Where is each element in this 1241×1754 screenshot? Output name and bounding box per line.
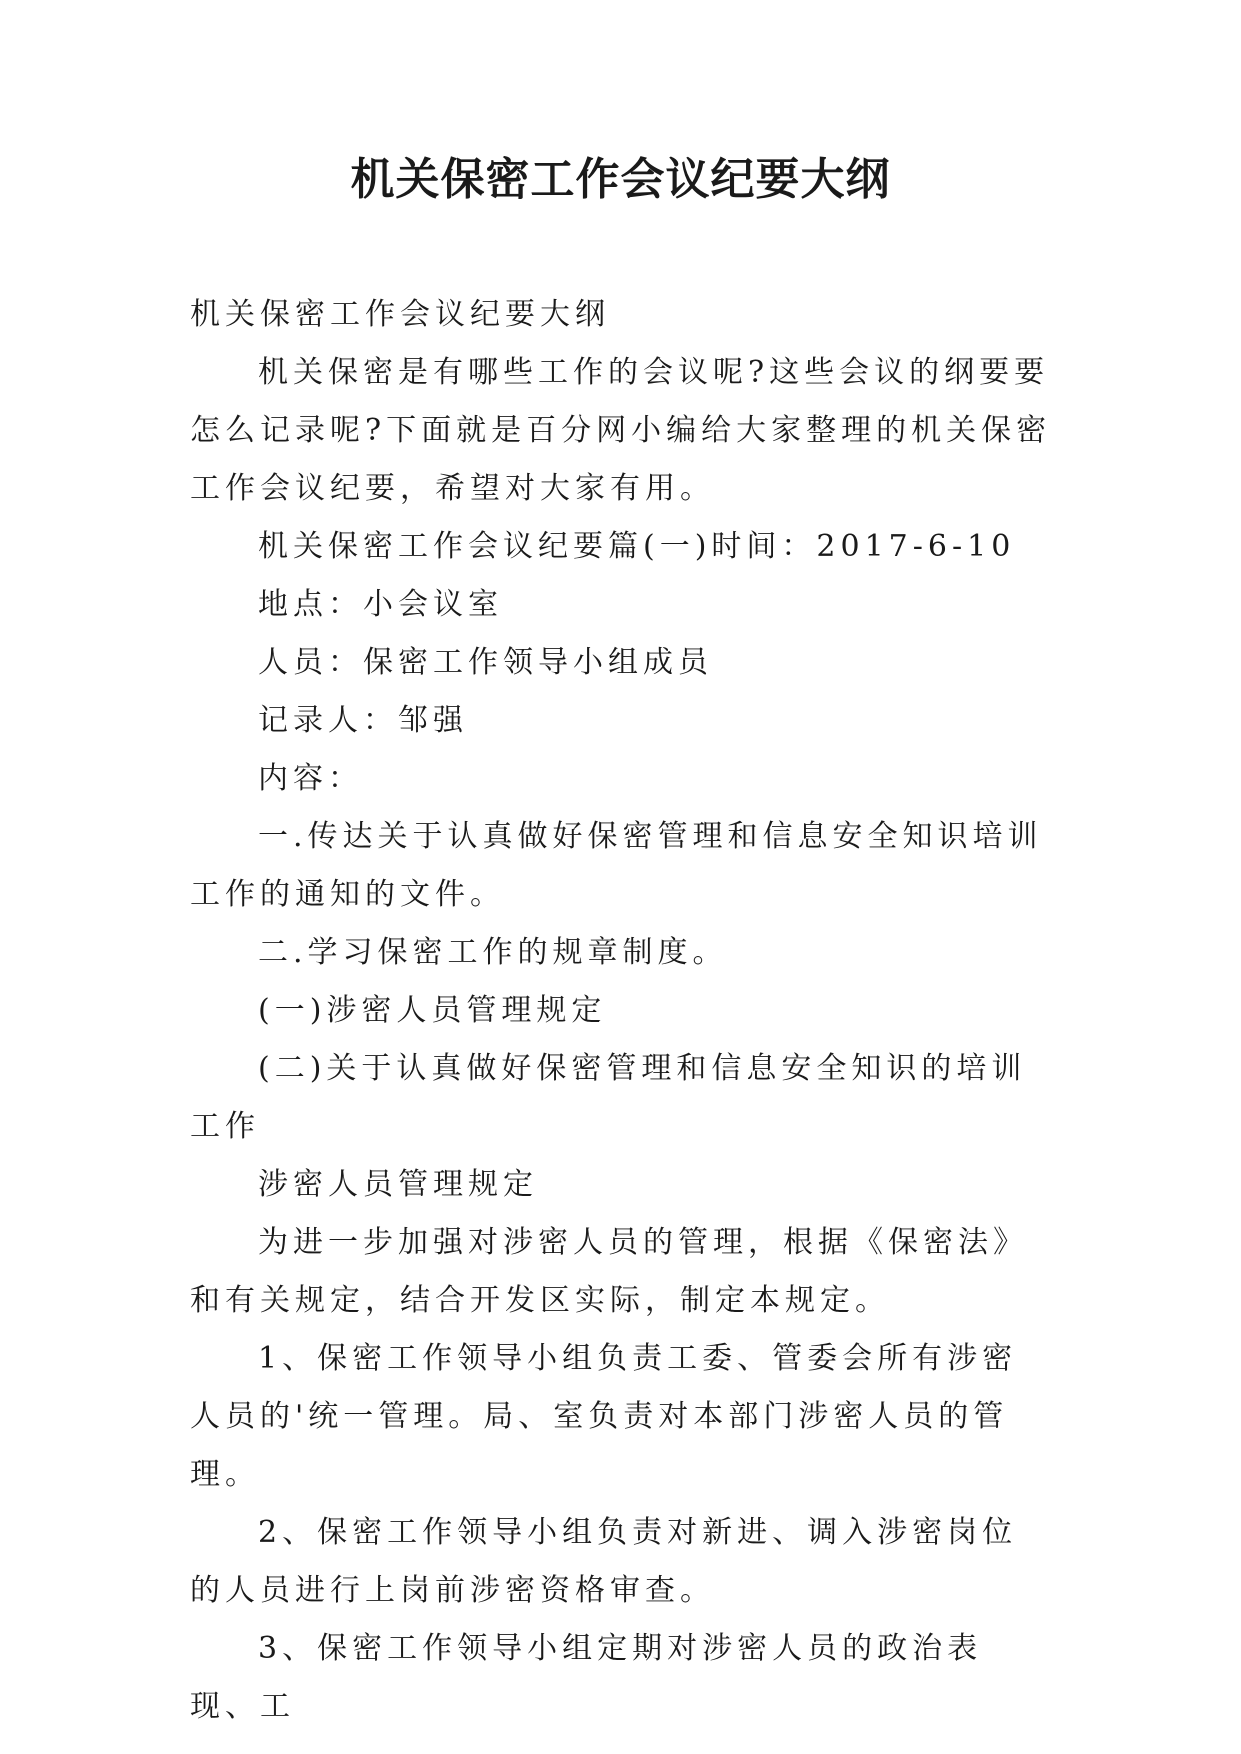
meeting-recorder: 记录人：邹强	[258, 703, 468, 738]
document-title: 机关保密工作会议纪要大纲	[350, 154, 891, 205]
paragraph-rule-2: 2、保密工作领导小组负责对新进、调入涉密岗位的人员进行上岗前涉密资格审查。	[190, 1515, 1018, 1608]
meeting-content-label: 内容：	[258, 761, 363, 796]
paragraph-rule-1: 1、保密工作领导小组负责工委、管委会所有涉密人员的'统一管理。局、室负责对本部门涉密人员的管理。	[190, 1341, 1018, 1492]
paragraph-regulation-intro: 为进一步加强对涉密人员的管理，根据《保密法》和有关规定，结合开发区实际，制定本规定。	[190, 1225, 1028, 1318]
paragraph-item-1: 一.传达关于认真做好保密管理和信息安全知识培训工作的通知的文件。	[190, 819, 1043, 912]
paragraph-regulation-title: 涉密人员管理规定	[258, 1167, 538, 1202]
paragraph-item-2: 二.学习保密工作的规章制度。	[258, 935, 728, 970]
document-body	[190, 286, 1052, 1736]
paragraph-rule-3: 3、保密工作领导小组定期对涉密人员的政治表现、工	[190, 1631, 983, 1724]
section-title-text: 机关保密工作会议纪要篇(一)	[258, 529, 712, 564]
meeting-attendees: 人员：保密工作领导小组成员	[258, 645, 713, 680]
paragraph-heading: 机关保密工作会议纪要大纲	[190, 297, 610, 332]
meeting-time: 时间：2017-6-10	[711, 529, 1016, 564]
meeting-location: 地点：小会议室	[258, 587, 503, 622]
paragraph-section-title	[190, 518, 1052, 576]
paragraph-subitem-2: (二)关于认真做好保密管理和信息安全知识的培训工作	[190, 1051, 1027, 1144]
paragraph-intro: 机关保密是有哪些工作的会议呢?这些会议的纲要要怎么记录呢?下面就是百分网小编给大家整理的机关保密工作会议纪要，希望对大家有用。	[190, 355, 1052, 506]
paragraph-subitem-1: (一)涉密人员管理规定	[258, 993, 607, 1028]
